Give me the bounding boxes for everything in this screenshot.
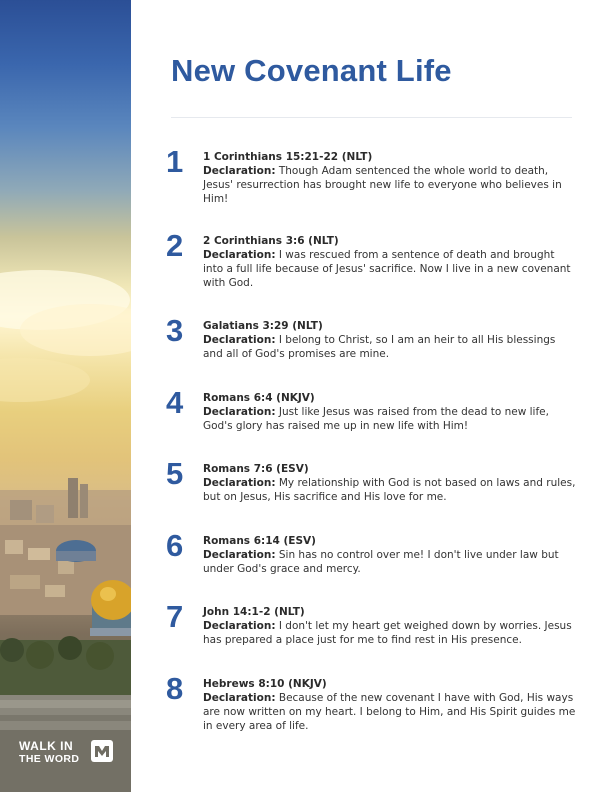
- declaration-body: Though Adam sentenced the whole world to death, Jesus' resurrection has brought new life to everyone who believes in Him!: [203, 165, 562, 205]
- declaration-text: [203, 619, 576, 647]
- declaration-label: Declaration:: [203, 620, 276, 632]
- logo-mark-icon: [91, 740, 113, 762]
- declaration-label: Declaration:: [203, 249, 276, 261]
- declaration-text: [203, 476, 576, 504]
- declaration-text: [203, 405, 576, 433]
- title-divider: [171, 117, 572, 118]
- scripture-reference: Romans 6:14 (ESV): [203, 535, 316, 547]
- scripture-reference: 2 Corinthians 3:6 (NLT): [203, 235, 339, 247]
- scripture-reference: 1 Corinthians 15:21-22 (NLT): [203, 151, 373, 163]
- declaration-text: [203, 333, 576, 361]
- declaration-label: Declaration:: [203, 165, 276, 177]
- item-number: 7: [166, 599, 184, 634]
- city-skyline-illustration: [0, 0, 131, 792]
- item-number: 4: [166, 385, 184, 420]
- declaration-label: Declaration:: [203, 477, 276, 489]
- declaration-text: [203, 691, 576, 733]
- item-number: 8: [166, 671, 184, 706]
- declaration-label: Declaration:: [203, 692, 276, 704]
- declaration-body: I was rescued from a sentence of death and brought into a full life because of Jesus' sacrifice. Now I live in a new covenant with God.: [203, 249, 571, 289]
- declaration-label: Declaration:: [203, 334, 276, 346]
- declaration-label: Declaration:: [203, 406, 276, 418]
- item-number: 1: [166, 144, 184, 179]
- scripture-reference: Galatians 3:29 (NLT): [203, 320, 323, 332]
- declaration-label: Declaration:: [203, 549, 276, 561]
- scripture-reference: Romans 7:6 (ESV): [203, 463, 309, 475]
- declaration-body: Because of the new covenant I have with God, His ways are now written on my heart. I belong to Him, and His Spirit guides me in every area of life.: [203, 692, 576, 732]
- declaration-text: [203, 164, 576, 206]
- scripture-reference: Romans 6:4 (NKJV): [203, 392, 315, 404]
- declaration-text: [203, 548, 576, 576]
- declaration-body: Sin has no control over me! I don't live under law but under God's grace and mercy.: [203, 549, 559, 575]
- item-number: 3: [166, 313, 184, 348]
- item-number: 2: [166, 228, 184, 263]
- walk-in-the-word-logo: [19, 739, 119, 769]
- page-title: New Covenant Life: [171, 53, 452, 88]
- scripture-reference: Hebrews 8:10 (NKJV): [203, 678, 327, 690]
- declaration-text: [203, 248, 576, 290]
- declaration-body: My relationship with God is not based on laws and rules, but on Jesus, His sacrifice and His love for me.: [203, 477, 576, 503]
- logo-line-2: THE WORD: [19, 753, 80, 765]
- item-number: 5: [166, 456, 184, 491]
- item-number: 6: [166, 528, 184, 563]
- declaration-body: I belong to Christ, so I am an heir to all His blessings and all of God's promises are mine.: [203, 334, 556, 360]
- declaration-body: Just like Jesus was raised from the dead to new life, God's glory has raised me up in new life with Him!: [203, 406, 549, 432]
- cover-image-strip: [0, 0, 131, 792]
- logo-line-1: WALK IN: [19, 739, 74, 753]
- scripture-reference: John 14:1-2 (NLT): [203, 606, 305, 618]
- declaration-body: I don't let my heart get weighed down by worries. Jesus has prepared a place just for me to find rest in His presence.: [203, 620, 572, 646]
